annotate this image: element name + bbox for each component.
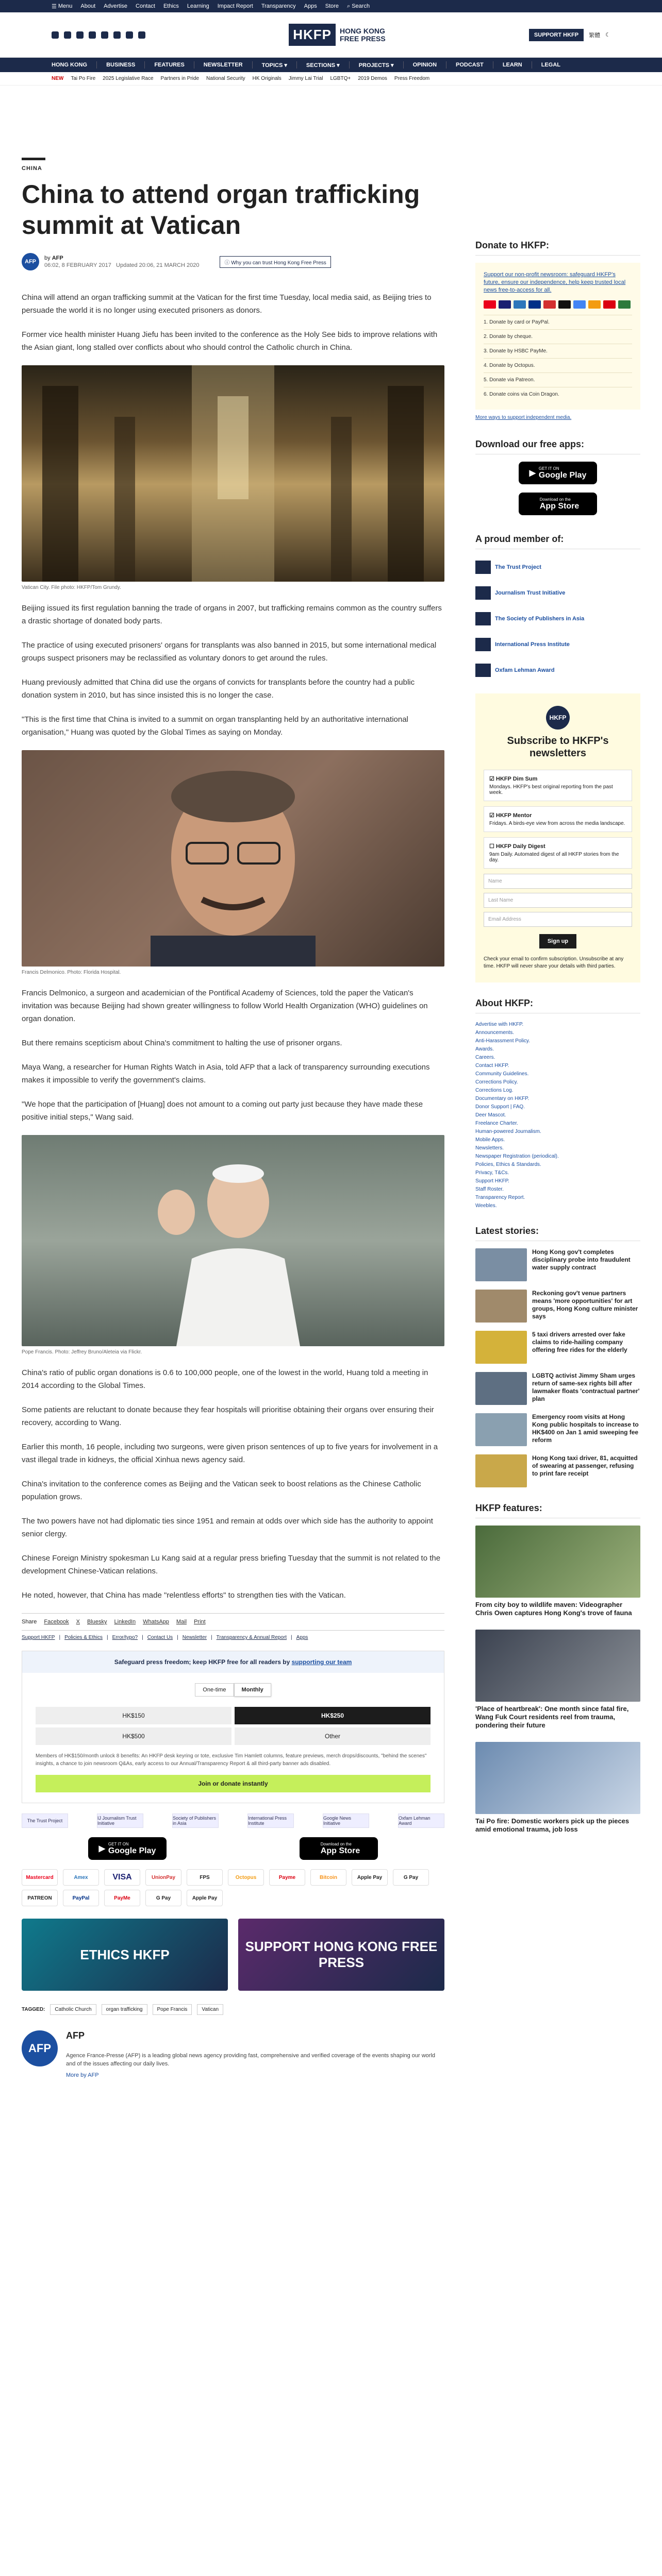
monthly-tab[interactable]: Monthly <box>234 1683 271 1697</box>
payment-methods <box>22 1869 444 1906</box>
portrait-illustration <box>22 750 444 967</box>
publish-date: 06:02, 8 FEBRUARY 2017 <box>44 262 111 268</box>
promo-banners <box>22 1919 444 1991</box>
partner-logo[interactable]: IJ Journalism Trust Initiative <box>97 1814 143 1828</box>
about-link[interactable]: Announcements. <box>475 1030 515 1036</box>
share-label: Share <box>22 1619 37 1625</box>
about-link[interactable]: Anti-Harassment Policy. <box>475 1038 530 1044</box>
nav-divider <box>349 61 350 69</box>
visa-icon <box>499 300 511 309</box>
photo-caption: Vatican City. File photo: HKFP/Tom Grundy. <box>22 585 121 590</box>
ethics-link[interactable]: Ethics <box>163 3 179 9</box>
about-link[interactable]: Contact HKFP. <box>475 1063 509 1069</box>
story-title[interactable]: Emergency room visits at Hong Kong public hospitals to increase to HK$400 on Jan 1 amid sweeping fee reform <box>532 1413 639 1444</box>
octopus-icon <box>588 300 601 309</box>
tag-chip[interactable]: organ trafficking <box>102 2004 147 2015</box>
nav-projects[interactable]: PROJECTS ▾ <box>358 62 394 69</box>
language-toggle[interactable]: 繁體 <box>589 32 601 39</box>
category-label[interactable]: CHINA <box>22 165 42 172</box>
payment-logo: G Pay <box>393 1869 429 1886</box>
byline-text <box>44 255 199 268</box>
partner-logo[interactable]: Oxfam Lehman Award <box>398 1814 444 1828</box>
nav-newsletter[interactable]: NEWSLETTER <box>203 62 243 68</box>
patreon-icon[interactable] <box>126 31 133 39</box>
transparency-link[interactable]: Transparency <box>261 3 296 9</box>
trending-bar <box>0 72 662 86</box>
article-paragraph: The two powers have not had diplomatic ties since 1951 and remain at odds over which side has the authority to appoint senior clergy. <box>22 1517 433 1538</box>
new-badge: NEW <box>52 76 64 81</box>
menu-link[interactable]: ☰ Menu <box>52 3 73 10</box>
about-link[interactable]: Advertise with HKFP. <box>475 1022 524 1027</box>
donate-option[interactable]: 1. Donate by card or PayPal. <box>484 315 632 329</box>
checkbox-icon: ☑ <box>489 812 496 819</box>
hamburger-icon: ☰ <box>52 3 57 10</box>
feature-story[interactable] <box>475 1742 640 1834</box>
trust-button[interactable]: ⓘ Why you can trust Hong Kong Free Press <box>220 256 330 268</box>
article-paragraph: Some patients are reluctant to donate because they fear hospitals will prioritise obtaining their organs over ensuring their recovery, according to Wang. <box>22 1405 434 1427</box>
about-link[interactable]: Donor Support | FAQ. <box>475 1104 525 1110</box>
story-thumbnail <box>475 1454 527 1487</box>
about-link[interactable]: Community Guidelines. <box>475 1071 529 1077</box>
article-tags <box>22 2004 444 2015</box>
story-title[interactable]: Hong Kong taxi driver, 81, acquitted of swearing at passenger, refusing to print fare receipt <box>532 1454 638 1477</box>
article-paragraph: "This is the first time that China is invited to a summit on organ transplanting held by an authoritative international organisation," Huang was quoted by the Global Times as saying on Monday. <box>22 715 408 737</box>
about-link[interactable]: About <box>80 3 96 9</box>
partner-logo[interactable]: Google News Initiative <box>323 1814 369 1828</box>
about-link[interactable]: Careers. <box>475 1055 495 1060</box>
newsletter-option[interactable]: ☑ HKFP Mentor Fridays. A birds-eye view from across the media landscape. <box>484 806 632 832</box>
trending-item[interactable]: 2025 Legislative Race <box>103 76 154 81</box>
apps-sidebar-title: Download our free apps: <box>475 439 640 454</box>
payment-logo: PATREON <box>22 1890 58 1906</box>
newsletter-logo: HKFP <box>546 706 570 730</box>
more-by-author-link[interactable]: More by AFP <box>66 2072 99 2078</box>
payment-logo: FPS <box>187 1869 223 1886</box>
feature-stories <box>475 1526 640 1834</box>
article-paragraph: Earlier this month, 16 people, including two surgeons, were given prison sentences of up to five years for involvement in a vast illegal trade in kidneys, the official Xinhua news agency said. <box>22 1443 438 1464</box>
latest-sidebar-title: Latest stories: <box>475 1226 640 1241</box>
info-icon: ⓘ <box>224 260 231 266</box>
partner-logo[interactable]: The Trust Project <box>22 1814 68 1828</box>
donate-sidebar-box <box>475 263 640 410</box>
x-icon[interactable] <box>64 31 71 39</box>
search-link[interactable]: ⌕ Search <box>347 3 370 9</box>
store-link[interactable]: Store <box>325 3 339 9</box>
nav-divider <box>144 61 145 69</box>
member-logo[interactable]: Oxfam Lehman Award <box>475 663 640 678</box>
member-logo[interactable]: The Trust Project <box>475 560 640 575</box>
about-sidebar-title: About HKFP: <box>475 998 640 1013</box>
about-link[interactable]: Policies, Ethics & Standards. <box>475 1162 541 1167</box>
story-thumbnail <box>475 1331 527 1364</box>
about-link[interactable]: Corrections Log. <box>475 1088 514 1093</box>
payment-logo: Octopus <box>228 1869 264 1886</box>
impact-report-link[interactable]: Impact Report <box>217 3 253 9</box>
article-paragraph: Chinese Foreign Ministry spokesman Lu Kang said at a regular press briefing Tuesday that the summit is not related to the development Chinese-Vatican relations. <box>22 1554 441 1575</box>
trending-item[interactable]: Partners in Pride <box>160 76 200 81</box>
about-link[interactable]: Support HKFP. <box>475 1178 509 1184</box>
donate-option[interactable]: 5. Donate via Patreon. <box>484 372 632 387</box>
author-bio-avatar[interactable]: AFP <box>22 2030 58 2066</box>
policy-links: Support HKFP | Policies & Ethics | Error/typo? | Contact Us | Newsletter | Transparency & Annual Report | Apps <box>22 1635 308 1640</box>
apps-link[interactable]: Apps <box>304 3 317 9</box>
latest-story[interactable] <box>475 1413 640 1446</box>
article-paragraph: China's invitation to the conference comes as Beijing and the Vatican seek to boost relations as the Chinese Catholic population grows. <box>22 1480 421 1501</box>
payment-logo: UnionPay <box>145 1869 181 1886</box>
partner-logos <box>22 1814 444 1828</box>
share-bar <box>22 1613 444 1631</box>
play-icon: ▶ <box>529 469 536 478</box>
advertise-link[interactable]: Advertise <box>104 3 128 9</box>
about-link[interactable]: Mobile Apps. <box>475 1137 505 1143</box>
dark-mode-icon[interactable]: ☾ <box>605 32 610 38</box>
photo-caption: Pope Francis. Photo: Jeffrey Bruno/Aleteia via Flickr. <box>22 1349 142 1355</box>
trending-item[interactable]: National Security <box>206 76 245 81</box>
share-whatsapp[interactable]: WhatsApp <box>143 1619 169 1625</box>
nav-divider <box>296 61 297 69</box>
byline <box>22 253 444 270</box>
trending-item[interactable]: Jimmy Lai Trial <box>288 76 323 81</box>
article-paragraph: The practice of using executed prisoners' organs for transplants was also banned in 2015, but some international medical groups suspect prisoners may be reclassified as voluntary donors to get around the rules. <box>22 641 437 663</box>
latest-story[interactable] <box>475 1248 640 1281</box>
latest-story[interactable] <box>475 1290 640 1323</box>
nav-divider <box>403 61 404 69</box>
nav-sections[interactable]: SECTIONS ▾ <box>306 62 340 69</box>
play-icon: ▶ <box>98 1844 105 1853</box>
app-store-badge[interactable]: Download on the App Store <box>300 1837 378 1860</box>
donate-frequency-toggle <box>22 1683 444 1697</box>
google-play-badge[interactable]: ▶ GET IT ON Google Play <box>519 462 597 484</box>
article-paragraph: Beijing issued its first regulation banning the trade of organs in 2007, but trafficking remains common as the country suffers a drastic shortage of donated body parts. <box>22 604 442 625</box>
paypal-icon <box>528 300 541 309</box>
donate-option[interactable]: 3. Donate by HSBC PayMe. <box>484 344 632 358</box>
feature-title[interactable]: Tai Po fire: Domestic workers pick up the pieces amid emotional trauma, job loss <box>475 1817 630 1833</box>
article-paragraph: He noted, however, that China has made "relentless efforts" to strengthen ties with the Vatican. <box>22 1591 346 1600</box>
last-name-input[interactable]: Last Name <box>484 893 632 908</box>
payme-icon <box>603 300 616 309</box>
share-linkedin[interactable]: LinkedIn <box>114 1619 136 1625</box>
newsletter-title: Subscribe to HKFP's newsletters <box>507 735 609 759</box>
google-play-badge[interactable]: ▶ GET IT ON Google Play <box>88 1837 167 1860</box>
latest-story[interactable] <box>475 1454 640 1487</box>
author-avatar[interactable]: AFP <box>22 253 39 270</box>
nav-features[interactable]: FEATURES <box>154 62 185 68</box>
latest-stories <box>475 1248 640 1487</box>
partner-logo[interactable]: Society of Publishers in Asia <box>172 1814 219 1828</box>
newsletter-signup <box>475 693 640 982</box>
bluesky-icon[interactable] <box>138 31 145 39</box>
search-icon: ⌕ <box>347 3 351 9</box>
amount-option-other[interactable]: Other <box>235 1727 431 1745</box>
payment-logo: VISA <box>104 1869 140 1886</box>
nav-podcast[interactable]: PODCAST <box>456 62 484 68</box>
feature-image <box>475 1630 640 1702</box>
feature-image <box>475 1742 640 1814</box>
pope-photo <box>22 1135 444 1346</box>
sidebar-app-badges <box>475 462 640 515</box>
payment-logo: G Pay <box>145 1890 181 1906</box>
support-promo[interactable]: SUPPORT HONG KONG FREE PRESS <box>238 1919 444 1991</box>
policy-link[interactable]: Policies & Ethics <box>64 1635 103 1640</box>
share-facebook[interactable]: Facebook <box>44 1619 69 1625</box>
logo-text: HONG KONG FREE PRESS <box>340 26 386 43</box>
payment-logo: Payme <box>269 1869 305 1886</box>
nav-hong-kong[interactable]: HONG KONG <box>52 62 88 68</box>
nav-opinion[interactable]: OPINION <box>412 62 437 68</box>
about-link[interactable]: Weebles. <box>475 1203 497 1209</box>
category-rule <box>22 158 45 160</box>
tag-chip[interactable]: Pope Francis <box>153 2004 192 2015</box>
contact-link[interactable]: Contact <box>136 3 155 9</box>
newsletter-option[interactable]: ☐ HKFP Daily Digest 9am Daily. Automated digest of all HKFP stories from the day. <box>484 837 632 869</box>
donate-sidebar-title: Donate to HKFP: <box>475 240 640 256</box>
updated-date: Updated 20:06, 21 MARCH 2020 <box>116 262 200 268</box>
amount-option-selected[interactable]: HK$250 <box>235 1707 431 1724</box>
article <box>22 158 444 2095</box>
support-newsroom-link[interactable]: Support our non-profit newsroom: safeguard HKFP's future, ensure our independence, help keep trusted local news free-to-access for all. <box>484 272 626 293</box>
author-bio-name[interactable]: AFP <box>66 2030 85 2041</box>
story-title[interactable]: LGBTQ activist Jimmy Sham urges return of same-sex rights bill after lawmaker floats 'contractual partner' plan <box>532 1372 640 1402</box>
more-ways-link[interactable]: More ways to support independent media. <box>475 415 572 420</box>
gpay-icon <box>573 300 586 309</box>
by-label: by <box>44 255 52 261</box>
nav-divider <box>96 61 97 69</box>
policy-link[interactable]: Contact Us <box>147 1635 173 1640</box>
trending-item[interactable]: 2019 Demos <box>358 76 387 81</box>
main-nav <box>0 58 662 72</box>
article-paragraph: Former vice health minister Huang Jiefu has been invited to the conference as the Holy See bids to improve relations with the Asian giant, long stalled over conflicts about who should control the Catholic church in China. <box>22 330 438 352</box>
youtube-icon[interactable] <box>101 31 108 39</box>
payment-logo: Amex <box>63 1869 99 1886</box>
share-bluesky[interactable]: Bluesky <box>87 1619 107 1625</box>
amount-option[interactable]: HK$500 <box>36 1727 231 1745</box>
about-links <box>475 1021 640 1210</box>
payment-logo: Bitcoin <box>310 1869 346 1886</box>
partner-logo[interactable]: International Press Institute <box>247 1814 294 1828</box>
vatican-photo <box>22 365 444 582</box>
donate-option[interactable]: 4. Donate by Octopus. <box>484 358 632 372</box>
email-icon[interactable] <box>113 31 121 39</box>
site-logo[interactable] <box>289 24 385 46</box>
delmonico-photo <box>22 750 444 967</box>
member-logo[interactable]: Journalism Trust Initiative <box>475 585 640 601</box>
story-title[interactable]: Reckoning gov't venue partners means 'more opportunities' for art groups, Hong Kong culture minister says <box>532 1290 638 1320</box>
story-thumbnail <box>475 1413 527 1446</box>
photo-caption: Francis Delmonico. Photo: Florida Hospital. <box>22 970 121 975</box>
amex-icon <box>514 300 526 309</box>
fps-icon <box>618 300 631 309</box>
checkbox-icon: ☐ <box>489 843 496 850</box>
donate-option[interactable]: 6. Donate coins via Coin Dragon. <box>484 387 632 401</box>
share-x[interactable]: X <box>76 1619 80 1625</box>
payment-row <box>22 1890 444 1906</box>
payment-row <box>22 1869 444 1886</box>
donate-benefits-note: Members of HK$150/month unlock 8 benefits: An HKFP desk keyring or tote, exclusive Tim Hamlett columns, feature previews, merch drops/discounts, "behind the scenes" insights, a chance to join newsroom Q&As, early access to our Annual/Transparency Report & all third-party banner ads disabled. <box>36 1753 427 1767</box>
about-link[interactable]: Documentary on HKFP. <box>475 1096 529 1101</box>
newsletter-note: Check your email to confirm subscription. Unsubscribe at any time. HKFP will never share your details with third parties. <box>484 956 624 969</box>
donate-options-list <box>484 315 632 401</box>
feature-image <box>475 1526 640 1598</box>
latest-story[interactable] <box>475 1331 640 1364</box>
share-print[interactable]: Print <box>194 1619 206 1625</box>
policy-link[interactable]: Apps <box>296 1635 308 1640</box>
story-thumbnail <box>475 1372 527 1405</box>
feature-title[interactable]: From city boy to wildlife maven: Videographer Chris Owen captures Hong Kong's trove of fauna <box>475 1601 632 1617</box>
article-paragraph: But there remains scepticism about China's commitment to halting the use of prisoner organs. <box>22 1039 342 1047</box>
learning-link[interactable]: Learning <box>187 3 209 9</box>
page-body <box>0 158 662 2095</box>
trending-item[interactable]: Tai Po Fire <box>71 76 96 81</box>
social-links <box>52 31 145 39</box>
author-bio-content <box>66 2030 444 2079</box>
masthead-actions <box>529 29 610 41</box>
join-donate-button[interactable]: Join or donate instantly <box>36 1775 431 1792</box>
article-paragraph: Francis Delmonico, a surgeon and academician of the Pontifical Academy of Sciences, told the paper the Vatican's invitation was because Beijing had shown greater willingness to follow World Health Organization (WHO) guidelines on organ donation. <box>22 989 428 1023</box>
tags-label: TAGGED: <box>22 2007 45 2012</box>
share-mail[interactable]: Mail <box>176 1619 187 1625</box>
trending-item[interactable]: LGBTQ+ <box>330 76 351 81</box>
payment-logo: PayMe <box>104 1890 140 1906</box>
donate-headline: Safeguard press freedom; keep HKFP free for all readers by supporting our team <box>22 1651 444 1673</box>
about-link[interactable]: Deer Mascot. <box>475 1112 506 1118</box>
feature-story[interactable] <box>475 1526 640 1617</box>
story-thumbnail <box>475 1248 527 1281</box>
payment-card-row <box>484 300 632 309</box>
article-paragraph: "We hope that the participation of [Huang] does not amount to a coming out party just because they have made these positive initial steps," Wang said. <box>22 1100 423 1122</box>
one-time-tab[interactable]: One-time <box>195 1683 234 1697</box>
feature-story[interactable] <box>475 1630 640 1730</box>
story-title[interactable]: Hong Kong gov't completes disciplinary probe into fraudulent water supply contract <box>532 1248 631 1271</box>
mastercard-icon <box>484 300 496 309</box>
app-store-badge[interactable]: Download on the App Store <box>519 493 597 515</box>
payment-logo: PayPal <box>63 1890 99 1906</box>
support-hkfp-button[interactable]: SUPPORT HKFP <box>529 29 584 41</box>
article-title: China to attend organ trafficking summit at Vatican <box>22 180 420 240</box>
policy-link[interactable]: Transparency & Annual Report <box>216 1635 287 1640</box>
donate-headline-link[interactable]: supporting our team <box>291 1658 352 1666</box>
about-link[interactable]: Newspaper Registration (periodical). <box>475 1154 559 1159</box>
member-sidebar-title: A proud member of: <box>475 534 640 549</box>
top-utility-bar <box>0 0 662 12</box>
instagram-icon[interactable] <box>76 31 84 39</box>
member-logo[interactable]: The Society of Publishers in Asia <box>475 611 640 626</box>
feature-title[interactable]: 'Place of heartbreak': One month since fatal fire, Wang Fuk Court residents reel from trauma, pondering their future <box>475 1705 629 1729</box>
nav-business[interactable]: BUSINESS <box>106 62 136 68</box>
facebook-icon[interactable] <box>52 31 59 39</box>
tag-chip[interactable]: Vatican <box>197 2004 223 2015</box>
pope-illustration <box>22 1135 444 1346</box>
story-thumbnail <box>475 1290 527 1323</box>
logo-mark: HKFP <box>289 24 336 46</box>
about-link[interactable]: Staff Roster. <box>475 1187 504 1192</box>
trending-item[interactable]: Press Freedom <box>394 76 430 81</box>
about-link[interactable]: Corrections Policy. <box>475 1079 518 1085</box>
story-title[interactable]: 5 taxi drivers arrested over fake claims to ride-hailing company offering free rides for the elderly <box>532 1331 627 1353</box>
donate-widget <box>22 1651 444 1803</box>
nav-legal[interactable]: LEGAL <box>541 62 560 68</box>
about-link[interactable]: Privacy, T&Cs. <box>475 1170 509 1176</box>
latest-story[interactable] <box>475 1372 640 1405</box>
article-paragraph: Huang previously admitted that China did use the organs of convicts for transplants before the country had a public donation system in 2010, but has since insisted this is no longer the case. <box>22 678 415 700</box>
donate-option[interactable]: 2. Donate by cheque. <box>484 329 632 344</box>
nav-topics[interactable]: TOPICS ▾ <box>261 62 287 69</box>
email-input[interactable]: Email Address <box>484 912 632 927</box>
basilica-illustration <box>22 365 444 582</box>
author-bio-box <box>22 2030 444 2079</box>
policy-link[interactable]: Error/typo? <box>112 1635 138 1640</box>
about-link[interactable]: Freelance Charter. <box>475 1121 518 1126</box>
amount-option[interactable]: HK$150 <box>36 1707 231 1724</box>
about-link[interactable]: Transparency Report. <box>475 1195 525 1200</box>
sidebar <box>475 158 640 2095</box>
author-link[interactable]: AFP <box>52 255 63 261</box>
nav-divider <box>252 61 253 69</box>
article-paragraph: Maya Wang, a researcher for Human Rights Watch in Asia, told AFP that a lack of transparency surrounding executions makes it impossible to verify the government's claims. <box>22 1063 430 1084</box>
payment-logo: Mastercard <box>22 1869 58 1886</box>
masthead <box>0 12 662 58</box>
donate-amounts <box>36 1707 431 1745</box>
unionpay-icon <box>543 300 556 309</box>
author-bio-text: Agence France-Presse (AFP) is a leading global news agency providing fast, comprehensive and verified coverage of the events shaping our world and of the issues affecting our daily lives. <box>66 2053 436 2067</box>
policy-link[interactable]: Newsletter <box>182 1635 207 1640</box>
about-link[interactable]: Awards. <box>475 1046 494 1052</box>
threads-icon[interactable] <box>89 31 96 39</box>
tag-chip[interactable]: Catholic Church <box>50 2004 96 2015</box>
trending-item[interactable]: HK Originals <box>252 76 282 81</box>
payment-logo: Apple Pay <box>187 1890 223 1906</box>
app-store-badges <box>22 1837 444 1860</box>
member-logo[interactable]: International Press Institute <box>475 637 640 652</box>
about-link[interactable]: Human-powered Journalism. <box>475 1129 541 1134</box>
article-paragraph: China's ratio of public organ donations is 0.6 to 100,000 people, one of the lowest in the world, Huang told a meeting in 2014 according to the Global Times. <box>22 1368 428 1390</box>
membership-logos <box>475 560 640 678</box>
signup-button[interactable]: Sign up <box>539 934 576 948</box>
ethics-promo[interactable]: ETHICS HKFP <box>22 1919 228 1991</box>
newsletter-option[interactable]: ☑ HKFP Dim Sum Mondays. HKFP's best original reporting from the past week. <box>484 770 632 801</box>
applepay-icon <box>558 300 571 309</box>
features-sidebar-title: HKFP features: <box>475 1503 640 1518</box>
payment-logo: Apple Pay <box>352 1869 388 1886</box>
article-paragraph: China will attend an organ trafficking summit at the Vatican for the first time Tuesday, local media said, as Beijing tries to persuade the world it is no longer using executed prisoners as donors. <box>22 293 432 315</box>
about-link[interactable]: Newsletters. <box>475 1145 504 1151</box>
nav-learn[interactable]: LEARN <box>502 62 522 68</box>
name-input[interactable]: Name <box>484 874 632 889</box>
checkbox-icon: ☑ <box>489 776 496 782</box>
policy-link[interactable]: Support HKFP <box>22 1635 55 1640</box>
